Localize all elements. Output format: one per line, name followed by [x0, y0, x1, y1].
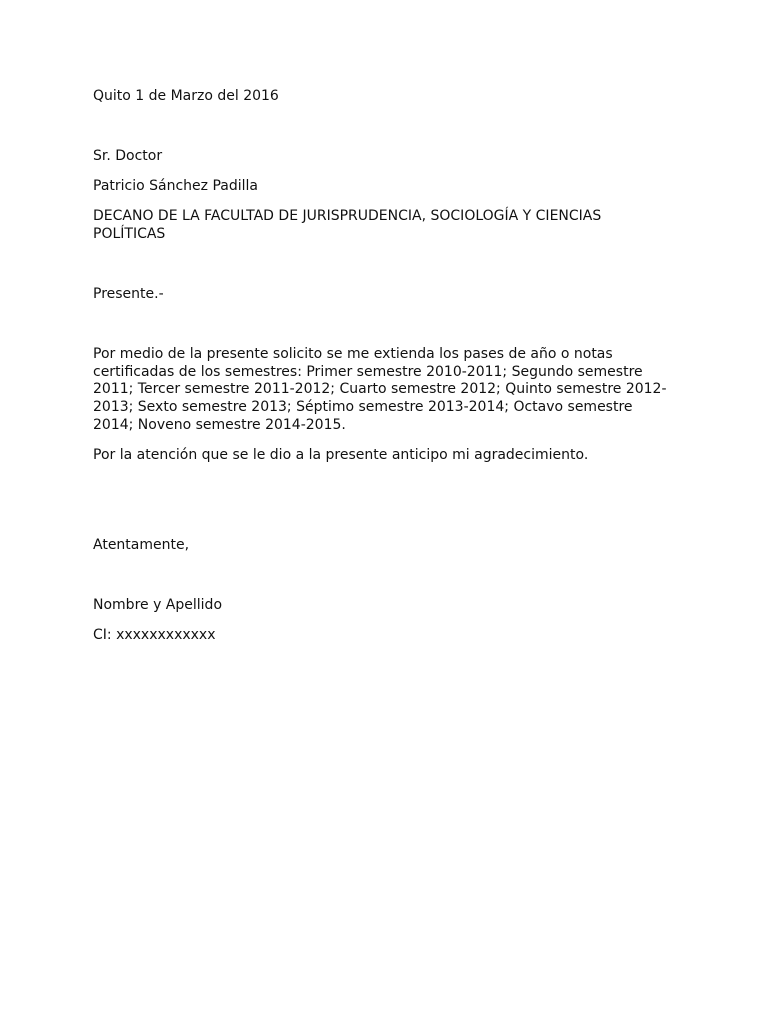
body-line-3: 2011; Tercer semestre 2011-2012; Cuarto semestre 2012; Quinto semestre 2012- — [93, 381, 667, 397]
body-line-5: 2014; Noveno semestre 2014-2015. — [93, 417, 346, 433]
date-line: Quito 1 de Marzo del 2016 — [93, 88, 279, 104]
recipient-position-line-2: POLÍTICAS — [93, 226, 166, 242]
body-line-2: certificadas de los semestres: Primer semestre 2010-2011; Segundo semestre — [93, 364, 643, 380]
thanks-paragraph: Por la atención que se le dio a la presente anticipo mi agradecimiento. — [93, 447, 589, 463]
recipient-name: Patricio Sánchez Padilla — [93, 178, 258, 194]
recipient-position-line-1: DECANO DE LA FACULTAD DE JURISPRUDENCIA, SOCIOLOGÍA Y CIENCIAS — [93, 208, 602, 224]
recipient-title: Sr. Doctor — [93, 148, 163, 164]
body-line-4: 2013; Sexto semestre 2013; Séptimo semestre 2013-2014; Octavo semestre — [93, 399, 633, 415]
greeting: Presente.- — [93, 286, 164, 302]
signature-id: CI: xxxxxxxxxxxx — [93, 627, 216, 643]
body-line-1: Por medio de la presente solicito se me extienda los pases de año o notas — [93, 346, 613, 362]
closing: Atentamente, — [93, 537, 190, 553]
signature-name: Nombre y Apellido — [93, 597, 223, 613]
